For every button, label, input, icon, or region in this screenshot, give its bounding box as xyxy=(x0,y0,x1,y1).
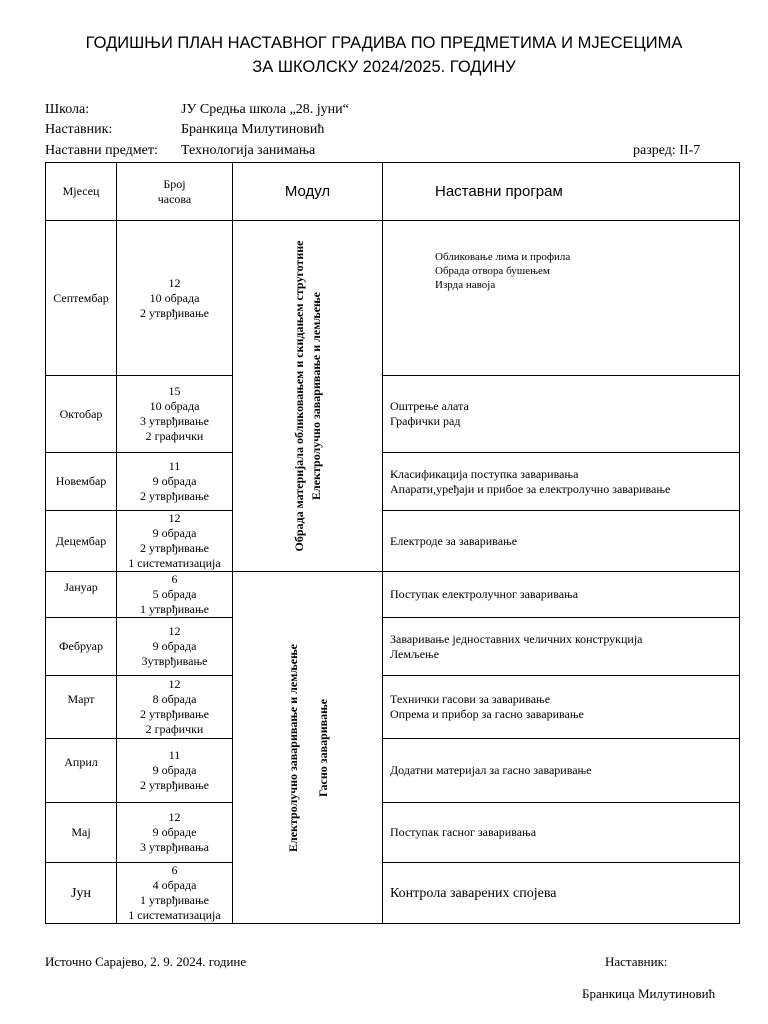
hours-line: 12 xyxy=(168,275,181,290)
program-cell xyxy=(383,221,740,376)
table-row xyxy=(46,376,740,453)
program-line: Заваривање једноставних челичних конструкција xyxy=(390,631,643,646)
hours-line: 1 систематизација xyxy=(128,908,221,922)
month-cell: Април xyxy=(46,739,117,803)
table-row xyxy=(46,221,740,376)
module-second-line-1: Електролучно заваривање и лемљење xyxy=(285,643,300,852)
teacher-label: Наставник: xyxy=(45,122,113,137)
hours-line: 6 xyxy=(171,572,178,586)
program-cell xyxy=(383,863,740,924)
hours-line: 12 xyxy=(168,810,181,824)
month-cell: Фебруар xyxy=(46,618,117,676)
program-line: Графички рад xyxy=(390,414,461,428)
month-cell: Децембар xyxy=(46,511,117,572)
module-second-line-2: Гасно заваривање xyxy=(315,698,330,797)
module-label-first xyxy=(291,241,325,552)
hours-line: 10 обрада xyxy=(149,399,200,413)
school-label: Школа: xyxy=(45,102,90,117)
program-line: Лемљење xyxy=(390,646,440,661)
hours-line: 12 xyxy=(168,624,181,638)
hours-cell xyxy=(117,863,233,924)
hours-line: 12 xyxy=(168,511,181,525)
month-cell: Јун xyxy=(46,863,117,924)
program-line: Контрола заварених спојева xyxy=(390,885,557,901)
hours-line: 12 xyxy=(168,677,181,691)
table-row xyxy=(46,453,740,511)
hours-cell xyxy=(117,618,233,676)
hours-line: 15 xyxy=(168,384,181,398)
plan-table xyxy=(45,162,740,924)
hours-line: 2 графички xyxy=(145,722,204,736)
module-first-line-1: Обрада материјала обликовањем и скидањем струготине xyxy=(291,240,306,552)
hours-line: 10 обрада xyxy=(149,290,200,305)
program-line: Апарати,уређаји и прибое за електролучно заваривање xyxy=(390,481,671,496)
program-cell xyxy=(383,511,740,572)
hours-header-line-2: часова xyxy=(157,191,192,206)
hours-line: 2 утврђивање xyxy=(140,778,209,792)
hours-line: 2 графички xyxy=(145,429,204,443)
table-header-row xyxy=(46,163,740,221)
hours-cell xyxy=(117,676,233,739)
table-row xyxy=(46,618,740,676)
module-first-line-2: Електролучно заваривање и лемљење xyxy=(308,292,323,500)
school-value: ЈУ Средња школа „28. јуни“ xyxy=(181,102,349,117)
teacher-value: Бранкица Милутиновић xyxy=(181,122,325,137)
hours-cell xyxy=(117,511,233,572)
grade-label: разред: II-7 xyxy=(633,143,701,158)
program-line: Оштрење алата xyxy=(390,399,469,413)
hours-cell xyxy=(117,739,233,803)
hours-line: 9 обрада xyxy=(152,763,197,777)
month-cell: Мај xyxy=(46,803,117,863)
program-line: Додатни материјал за гасно заваривање xyxy=(390,763,592,777)
hours-cell xyxy=(117,803,233,863)
hours-line: 3 утврђивање xyxy=(140,414,209,428)
hours-line: 5 обрада xyxy=(152,587,197,601)
program-cell xyxy=(383,376,740,453)
table-row xyxy=(46,572,740,618)
program-line: Технички гасови за заваривање xyxy=(390,692,551,706)
document-title-line-1: ГОДИШЊИ ПЛАН НАСТАВНОГ ГРАДИВА ПО ПРЕДМЕТИМА И МЈЕСЕЦИМА xyxy=(85,34,683,52)
hours-line: 8 обрада xyxy=(152,692,197,706)
hours-line: 2 утврђивање xyxy=(140,305,209,320)
table-row xyxy=(46,739,740,803)
module-header: Модул xyxy=(233,163,383,221)
hours-line: 1 утврђивање xyxy=(140,602,209,616)
month-cell: Октобар xyxy=(46,376,117,453)
program-cell xyxy=(383,739,740,803)
table-row xyxy=(46,863,740,924)
program-header: Наставни програм xyxy=(383,163,740,221)
table-row xyxy=(46,676,740,739)
hours-line: 11 xyxy=(168,748,181,762)
program-line: Електроде за заваривање xyxy=(390,533,518,548)
program-line: Обликовање лима и профила xyxy=(435,251,571,263)
hours-cell xyxy=(117,376,233,453)
hours-line: 9 обраде xyxy=(152,825,197,839)
module-label-second xyxy=(278,644,338,852)
hours-line: 2 утврђивање xyxy=(140,707,209,721)
month-cell: Март xyxy=(46,676,117,739)
hours-line: 9 обрада xyxy=(152,474,197,488)
hours-line: 3 утврђивања xyxy=(140,840,209,854)
program-line: Класификација поступка заваривања xyxy=(390,466,579,481)
program-line: Обрада отвора бушењем xyxy=(435,265,550,277)
month-header: Мјесец xyxy=(46,163,117,221)
subject-label: Наставни предмет: xyxy=(45,143,158,158)
table-row xyxy=(46,511,740,572)
hours-header xyxy=(117,163,233,221)
hours-cell xyxy=(117,453,233,511)
hours-cell xyxy=(117,221,233,376)
footer-teacher-name: Бранкица Милутиновић xyxy=(582,986,716,1001)
hours-line: 3утврђивање xyxy=(141,654,208,668)
month-cell: Новембар xyxy=(46,453,117,511)
table-row xyxy=(46,803,740,863)
program-cell xyxy=(383,572,740,618)
program-cell xyxy=(383,618,740,676)
module-cell-first xyxy=(233,221,383,572)
module-cell-second xyxy=(233,572,383,924)
month-cell: Јануар xyxy=(46,572,117,618)
program-cell xyxy=(383,676,740,739)
hours-line: 6 xyxy=(171,863,178,877)
hours-cell xyxy=(117,572,233,618)
month-cell: Септембар xyxy=(46,221,117,376)
program-line: Поступак електролучног заваривања xyxy=(390,587,579,601)
program-line: Изрда навоја xyxy=(435,279,496,291)
program-cell xyxy=(383,453,740,511)
program-line: Поступак гасног заваривања xyxy=(390,825,537,839)
hours-line: 9 обрада xyxy=(152,526,197,540)
document-title-line-2: ЗА ШКОЛСКУ 2024/2025. ГОДИНУ xyxy=(252,58,516,76)
hours-line: 2 утврђивање xyxy=(140,489,209,503)
subject-value: Технологија занимања xyxy=(181,143,316,158)
program-line: Опрема и прибор за гасно заваривање xyxy=(390,707,584,721)
hours-header-line-1: Број xyxy=(163,176,186,191)
hours-line: 11 xyxy=(168,459,181,473)
hours-line: 2 утврђивање xyxy=(140,541,209,555)
hours-line: 1 систематизација xyxy=(128,556,221,570)
program-cell xyxy=(383,803,740,863)
place-date: Источно Сарајево, 2. 9. 2024. године xyxy=(45,954,247,969)
hours-line: 4 обрада xyxy=(152,878,197,892)
footer-teacher-label: Наставник: xyxy=(605,954,668,969)
hours-line: 1 утврђивање xyxy=(140,893,209,907)
hours-line: 9 обрада xyxy=(152,639,197,653)
